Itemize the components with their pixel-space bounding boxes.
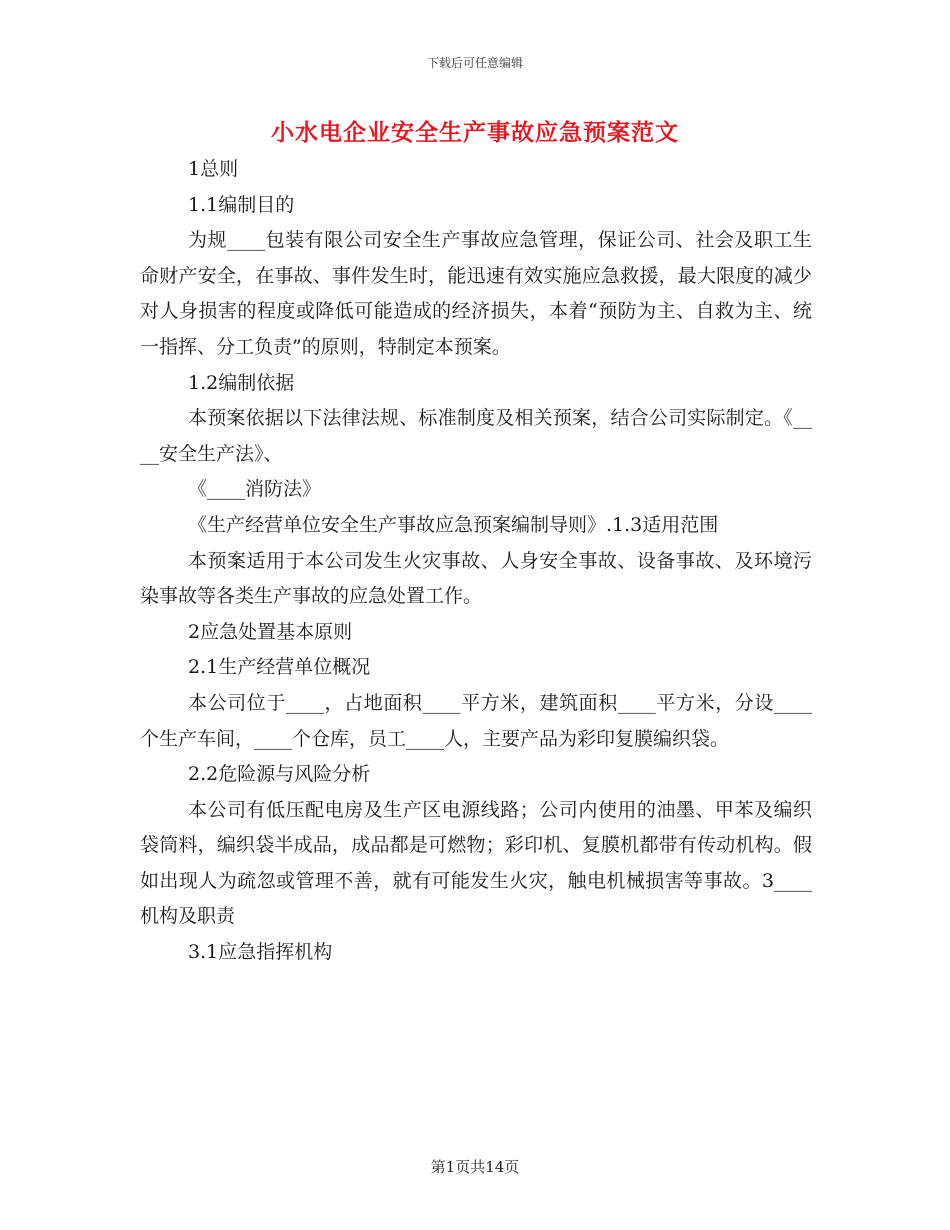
page-footer: 第1页共14页 <box>430 1158 520 1176</box>
body-paragraph: 本预案依据以下法律法规、标准制度及相关预案，结合公司实际制定。《____安全生产法》、 <box>140 407 812 465</box>
body-paragraph: 本预案适用于本公司发生火灾事故、人身安全事故、设备事故、及环境污染事故等各类生产事故的应急处置工作。 <box>140 549 812 608</box>
document-body <box>140 152 812 971</box>
body-paragraph: 《____消防法》 <box>188 478 322 501</box>
document-title: 小水电企业安全生产事故应急预案范文 <box>271 119 679 146</box>
body-paragraph: 本公司有低压配电房及生产区电源线路；公司内使用的油墨、甲苯及编织袋筒料，编织袋半成品，成品都是可燃物；彩印机、复膜机都带有传动机构。假如出现人为疏忽或管理不善，就有可能发生火灾，触电机械损害等事故。3____机构及职责 <box>140 798 812 928</box>
section-heading: 1.1编制目的 <box>188 193 295 216</box>
section-heading: 2应急处置基本原则 <box>188 620 353 643</box>
section-heading: 1总则 <box>188 158 239 180</box>
body-paragraph: 《生产经营单位安全生产事故应急预案编制导则》.1.3适用范围 <box>188 513 719 536</box>
section-heading: 3.1应急指挥机构 <box>188 941 333 964</box>
section-heading: 2.2危险源与风险分析 <box>188 763 371 786</box>
body-paragraph: 本公司位于____，占地面积____平方米，建筑面积____平方米，分设____个生产车间，____个仓库，员工____人，主要产品为彩印复膜编织袋。 <box>140 691 812 750</box>
header-note: 下载后可任意编辑 <box>426 56 523 70</box>
body-paragraph: 为规____包装有限公司安全生产事故应急管理，保证公司、社会及职工生命财产安全，在事故、事件发生时，能迅速有效实施应急救援，最大限度的减少对人身损害的程度或降低可能造成的经济损失，本着“预防为主、自救为主、统一指挥、分工负责”的原则，特制定本预案。 <box>140 229 812 358</box>
section-heading: 1.2编制依据 <box>188 371 295 394</box>
section-heading: 2.1生产经营单位概况 <box>188 656 371 679</box>
